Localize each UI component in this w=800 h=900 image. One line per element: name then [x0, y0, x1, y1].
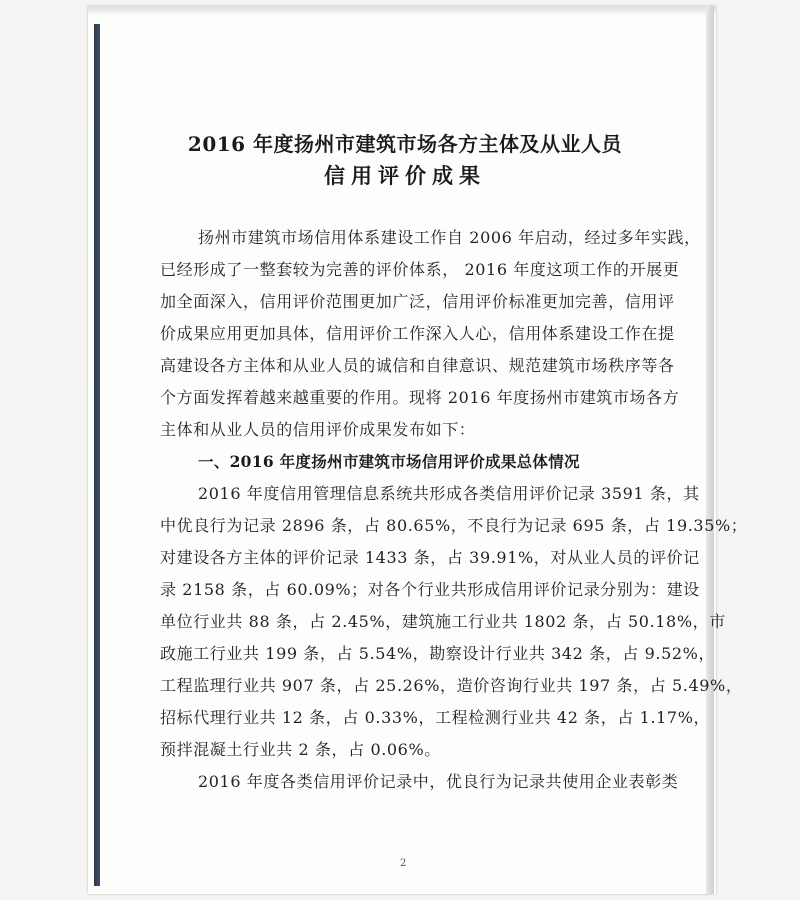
document-title-line-1: 2016 年度扬州市建筑市场各方主体及从业人员 — [187, 132, 623, 156]
intro-line-3: 加全面深入，信用评价范围更加广泛，信用评价标准更加完善，信用评 — [160, 292, 675, 311]
section-1-line-4: 录 2158 条，占 60.09%；对各个行业共形成信用评价记录分别为：建设 — [160, 580, 700, 599]
paragraph-2-line-1: 2016 年度各类信用评价记录中，优良行为记录共使用企业表彰类 — [198, 772, 679, 791]
page-number: 2 — [400, 858, 407, 869]
intro-line-6: 个方面发挥着越来越重要的作用。现将 2016 年度扬州市建筑市场各方 — [160, 388, 680, 407]
section-1-line-1: 2016 年度信用管理信息系统共形成各类信用评价记录 3591 条，其 — [198, 484, 700, 503]
section-1-line-6: 政施工行业共 199 条，占 5.54%，勘察设计行业共 342 条，占 9.52%， — [160, 644, 716, 663]
section-1-line-3: 对建设各方主体的评价记录 1433 条，占 39.91%，对从业人员的评价记 — [160, 548, 700, 567]
section-1-line-5: 单位行业共 88 条，占 2.45%，建筑施工行业共 1802 条，占 50.18%，市 — [160, 612, 726, 631]
section-1-heading: 一、2016 年度扬州市建筑市场信用评价成果总体情况 — [198, 452, 580, 471]
page-right-edge — [706, 6, 714, 894]
section-1-line-7: 工程监理行业共 907 条，占 25.26%，造价咨询行业共 197 条，占 5.49%， — [160, 676, 743, 695]
section-1-line-8: 招标代理行业共 12 条，占 0.33%，工程检测行业共 42 条，占 1.17%， — [160, 708, 711, 727]
section-1-line-9: 预拌混凝土行业共 2 条，占 0.06%。 — [160, 740, 441, 759]
intro-line-4: 价成果应用更加具体，信用评价工作深入人心，信用体系建设工作在提 — [160, 324, 675, 343]
binding-edge — [94, 24, 100, 886]
intro-line-7: 主体和从业人员的信用评价成果发布如下： — [160, 420, 476, 439]
document-title-line-2: 信用评价成果 — [324, 163, 486, 188]
intro-line-2: 已经形成了一整套较为完善的评价体系， 2016 年度这项工作的开展更 — [160, 260, 680, 279]
intro-line-5: 高建设各方主体和从业人员的诚信和自律意识、规范建筑市场秩序等各 — [160, 356, 675, 375]
section-1-line-2: 中优良行为记录 2896 条，占 80.65%，不良行为记录 695 条，占 19.35%； — [160, 516, 748, 535]
top-crease-shadow — [88, 6, 716, 16]
intro-line-1: 扬州市建筑市场信用体系建设工作自 2006 年启动，经过多年实践， — [198, 228, 701, 247]
